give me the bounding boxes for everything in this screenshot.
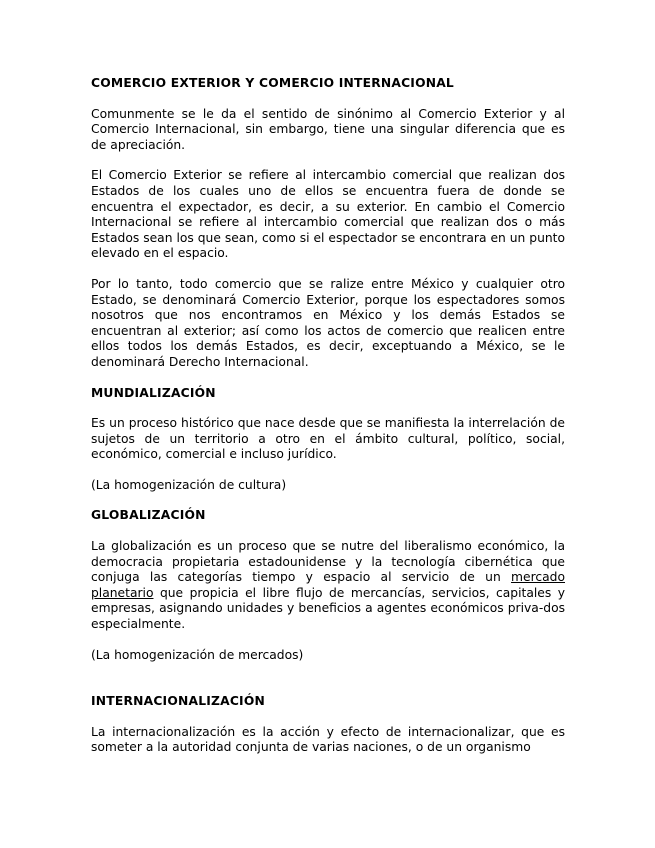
paragraph-8: La internacionalización es la acción y efecto de internacionalizar, que es someter a la autoridad conjunta de varias naciones, o de un organismo: [91, 724, 565, 755]
paragraph-7: (La homogenización de mercados): [91, 647, 304, 662]
mercado-planetario-link[interactable]: mercado planetario: [91, 570, 565, 600]
heading-globalizacion: GLOBALIZACIÓN: [91, 508, 206, 523]
document-body: [91, 76, 565, 756]
paragraph-5: (La homogenización de cultura): [91, 477, 287, 492]
heading-comercio: COMERCIO EXTERIOR Y COMERCIO INTERNACIONAL: [91, 76, 454, 90]
paragraph-6-text-a: La globalización es un proceso que se nutre del liberalismo económico, la democracia propietaria estadounidense y la tecnología cibernética que conjuga las categorías tiempo y espacio al servicio de un: [91, 539, 565, 585]
paragraph-4: Es un proceso histórico que nace desde que se manifiesta la interrelación de sujetos de un territorio a otro en el ámbito cultural, político, social, económico, comercial e incluso jurídico.: [91, 416, 565, 462]
heading-internacionalizacion: INTERNACIONALIZACIÓN: [91, 694, 265, 709]
paragraph-6-text-b: que propicia el libre flujo de mercancías, servicios, capitales y empresas, asignando unidades y beneficios a agentes económicos priva-dos especialmente.: [91, 585, 565, 632]
paragraph-6: [91, 539, 565, 633]
paragraph-3: Por lo tanto, todo comercio que se ralize entre México y cualquier otro Estado, se denominará Comercio Exterior, porque los espectadores somos nosotros que nos encontramos en México y los demás Estados se encuentran al exterior; así como los actos de comercio que realicen entre ellos todos los demás Estados, es decir, exceptuando a México, se le denominará Derecho Internacional.: [91, 276, 565, 369]
heading-mundializacion: MUNDIALIZACIÓN: [91, 385, 216, 400]
paragraph-1: Comunmente se le da el sentido de sinónimo al Comercio Exterior y al Comercio Internacional, sin embargo, tiene una singular diferencia que es de apreciación.: [91, 106, 565, 152]
paragraph-2: El Comercio Exterior se refiere al intercambio comercial que realizan dos Estados de los cuales uno de ellos se encuentra fuera de donde se encuentra el expectador, es decir, a su exterior. En cambio el Comercio Internacional se refiere al intercambio comercial que realizan dos o más Estados sean los que sean, como si el espectador se encontrara en un punto elevado en el espacio.: [91, 168, 565, 261]
